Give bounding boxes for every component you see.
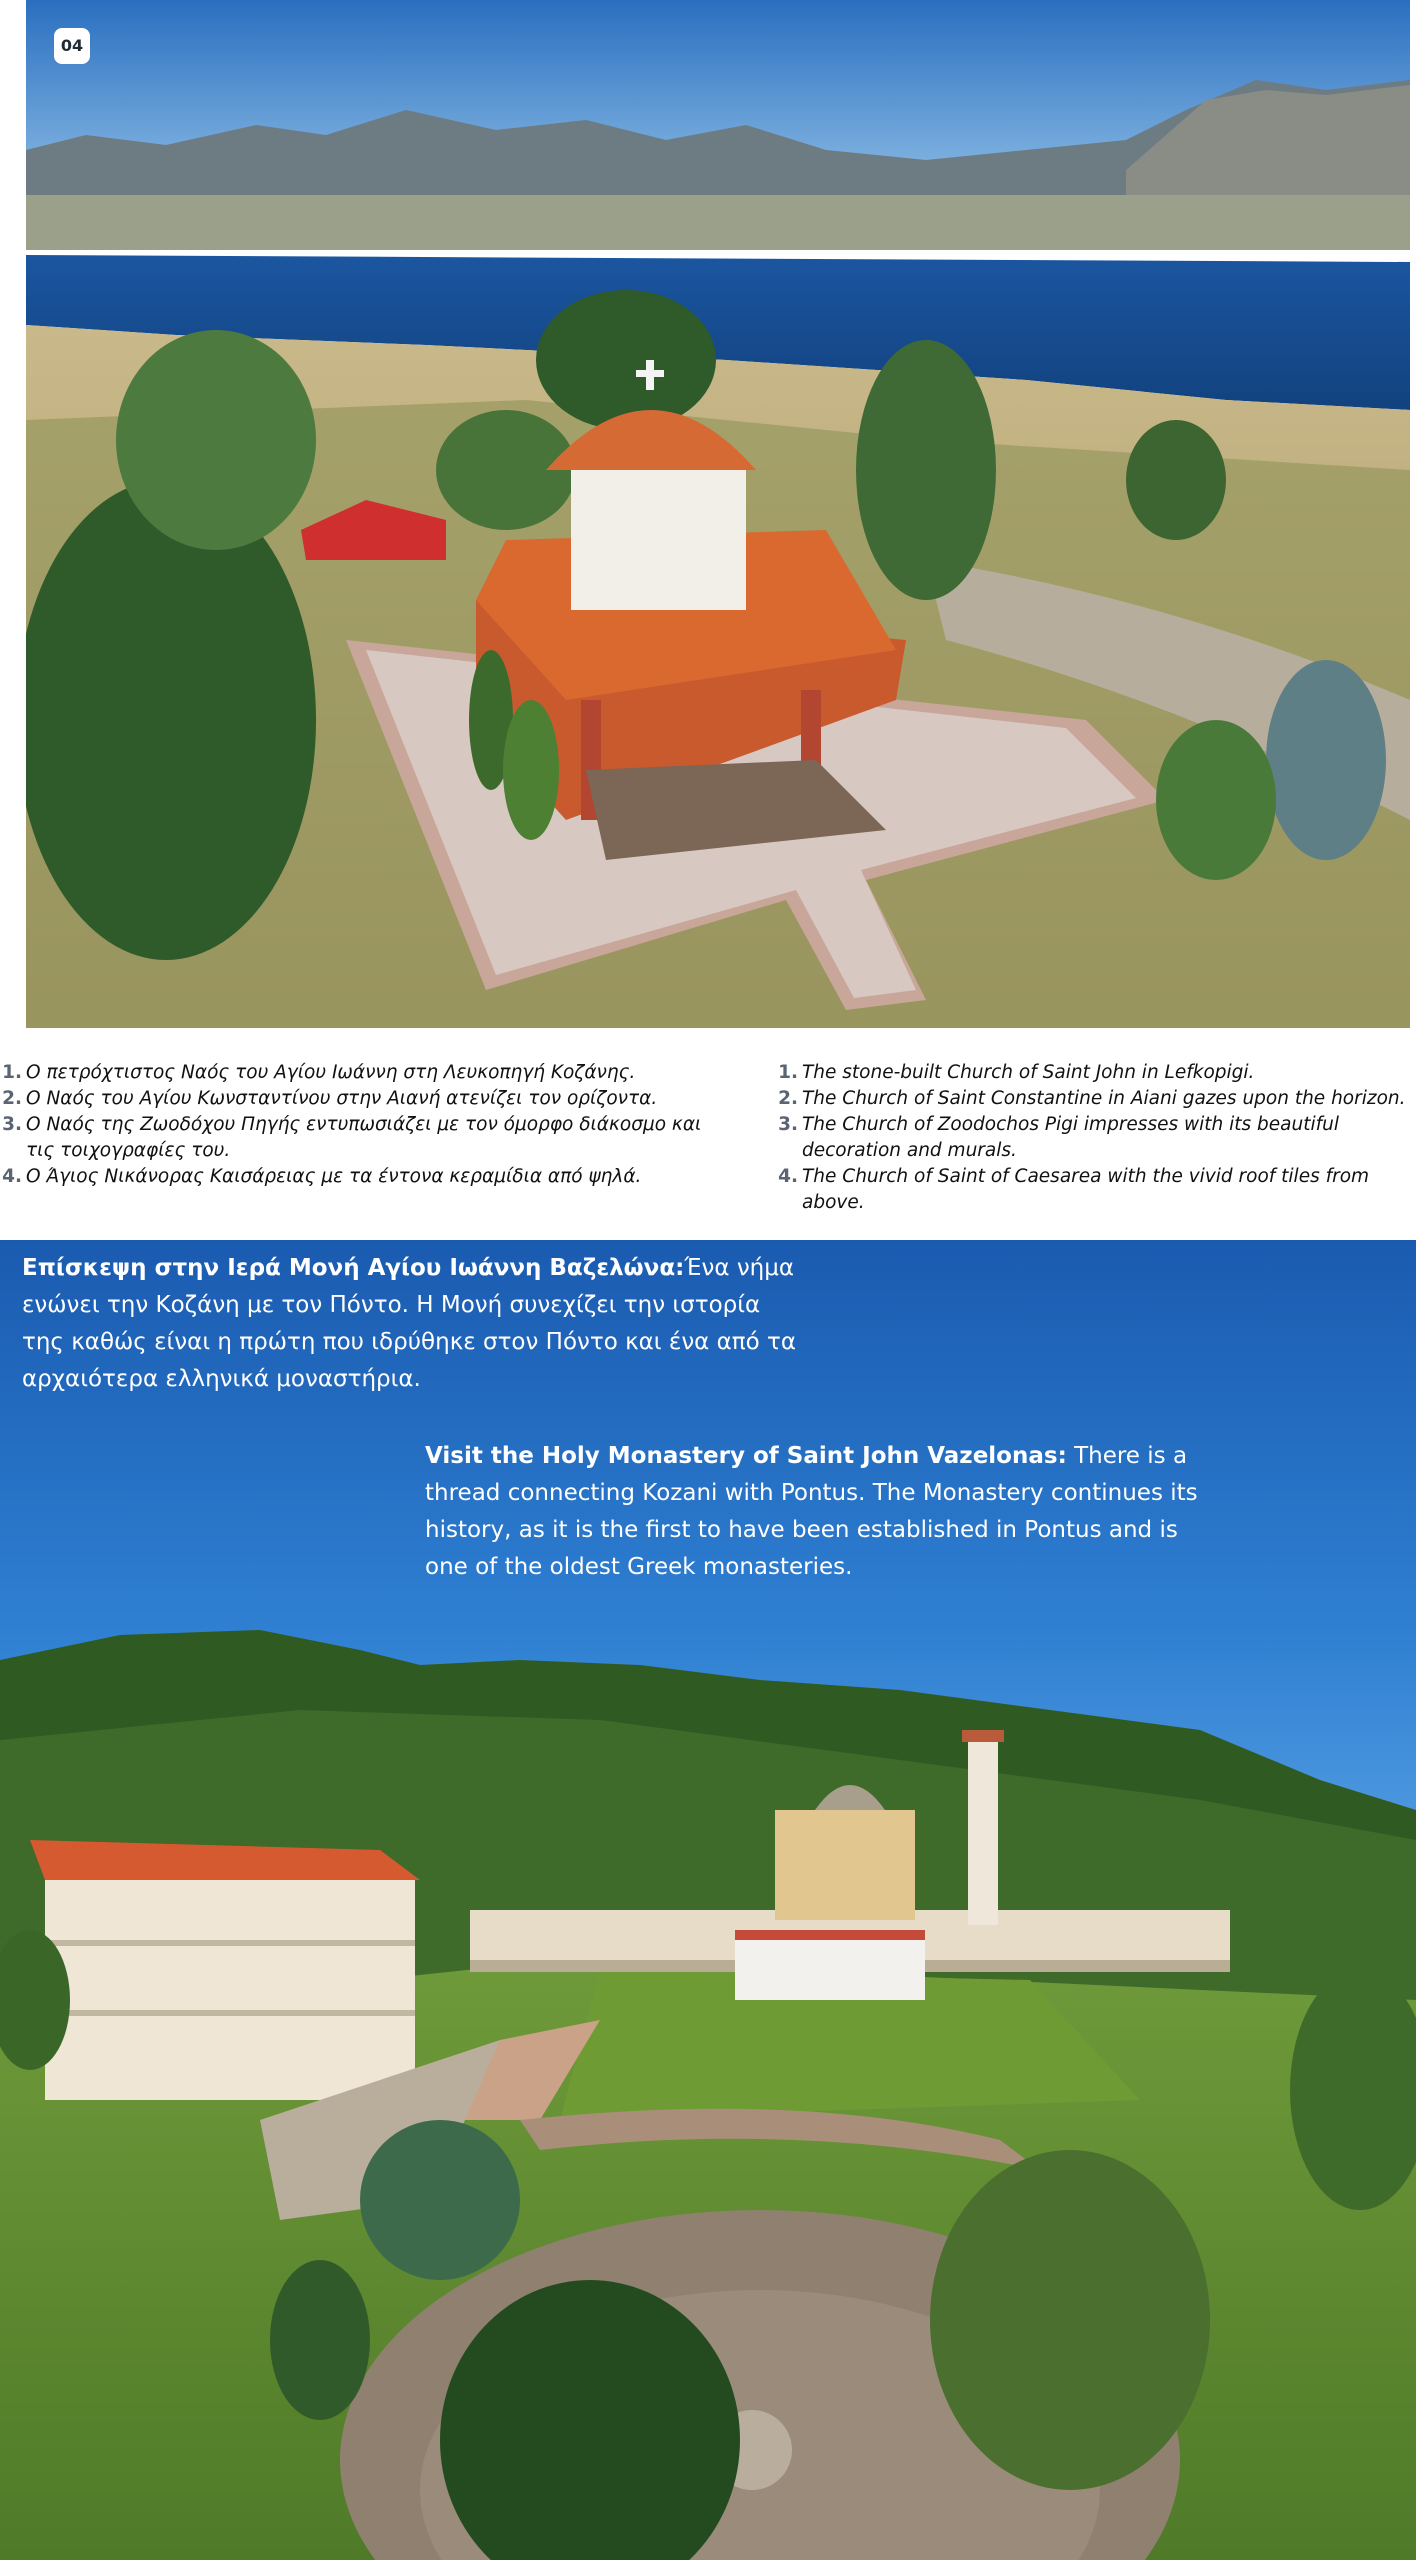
captions-greek [0,1060,720,1190]
caption-text: The Church of Zoodochos Pigi impresses with its beautiful decoration and murals. [802,1114,1339,1161]
caption-item [776,1164,1420,1216]
captions-english [776,1060,1420,1216]
caption-item [776,1086,1420,1112]
caption-number: 4. [2,1166,22,1187]
caption-number: 2. [778,1088,798,1109]
caption-text: Ο Άγιος Νικάνορας Καισάρειας με τα έντονα κεραμίδια από ψηλά. [26,1166,642,1187]
church-lake-photo [26,0,1410,1028]
caption-text: The Church of Saint Constantine in Aiani gazes upon the horizon. [802,1088,1406,1109]
caption-item [776,1112,1420,1164]
intro-english [425,1438,1215,1586]
caption-number: 3. [2,1114,22,1135]
caption-item [0,1086,720,1112]
caption-number: 1. [778,1062,798,1083]
intro-greek-heading: Επίσκεψη στην Ιερά Μονή Αγίου Ιωάννη Βαζελώνα: [22,1255,685,1281]
caption-number: 2. [2,1088,22,1109]
intro-english-body: There is a thread connecting Kozani with Pontus. The Monastery continues its history, as it is the first to have been established in Pontus and is one of the oldest Greek monasteries. [425,1443,1198,1580]
caption-item [0,1164,720,1190]
caption-item [776,1060,1420,1086]
caption-item [0,1060,720,1086]
intro-english-heading: Visit the Holy Monastery of Saint John Vazelonas: [425,1443,1067,1469]
caption-text: The Church of Saint of Caesarea with the vivid roof tiles from above. [802,1166,1370,1213]
caption-text: Ο Ναός της Ζωοδόχου Πηγής εντυπωσιάζει με τον όμορφο διάκοσμο και τις τοιχογραφίες του. [26,1114,702,1161]
monastery-section [0,1240,1416,2560]
intro-greek-body: Ένα νήμα ενώνει την Κοζάνη με τον Πόντο. Η Μονή συνεχίζει την ιστορία της καθώς είναι η πρώτη που ιδρύθηκε στον Πόντο και ένα από τα αρχαιότερα ελληνικά μοναστήρια. [22,1255,797,1392]
caption-number: 1. [2,1062,22,1083]
caption-number: 3. [778,1114,798,1135]
intro-greek [22,1250,802,1398]
caption-number: 4. [778,1166,798,1187]
caption-text: The stone-built Church of Saint John in Lefkopigi. [802,1062,1255,1083]
caption-item [0,1112,720,1164]
caption-text: Ο πετρόχτιστος Ναός του Αγίου Ιωάννη στη Λευκοπηγή Κοζάνης. [26,1062,636,1083]
caption-text: Ο Ναός του Αγίου Κωνσταντίνου στην Αιανή ατενίζει τον ορίζοντα. [26,1088,658,1109]
page-number: 04 [54,28,90,64]
